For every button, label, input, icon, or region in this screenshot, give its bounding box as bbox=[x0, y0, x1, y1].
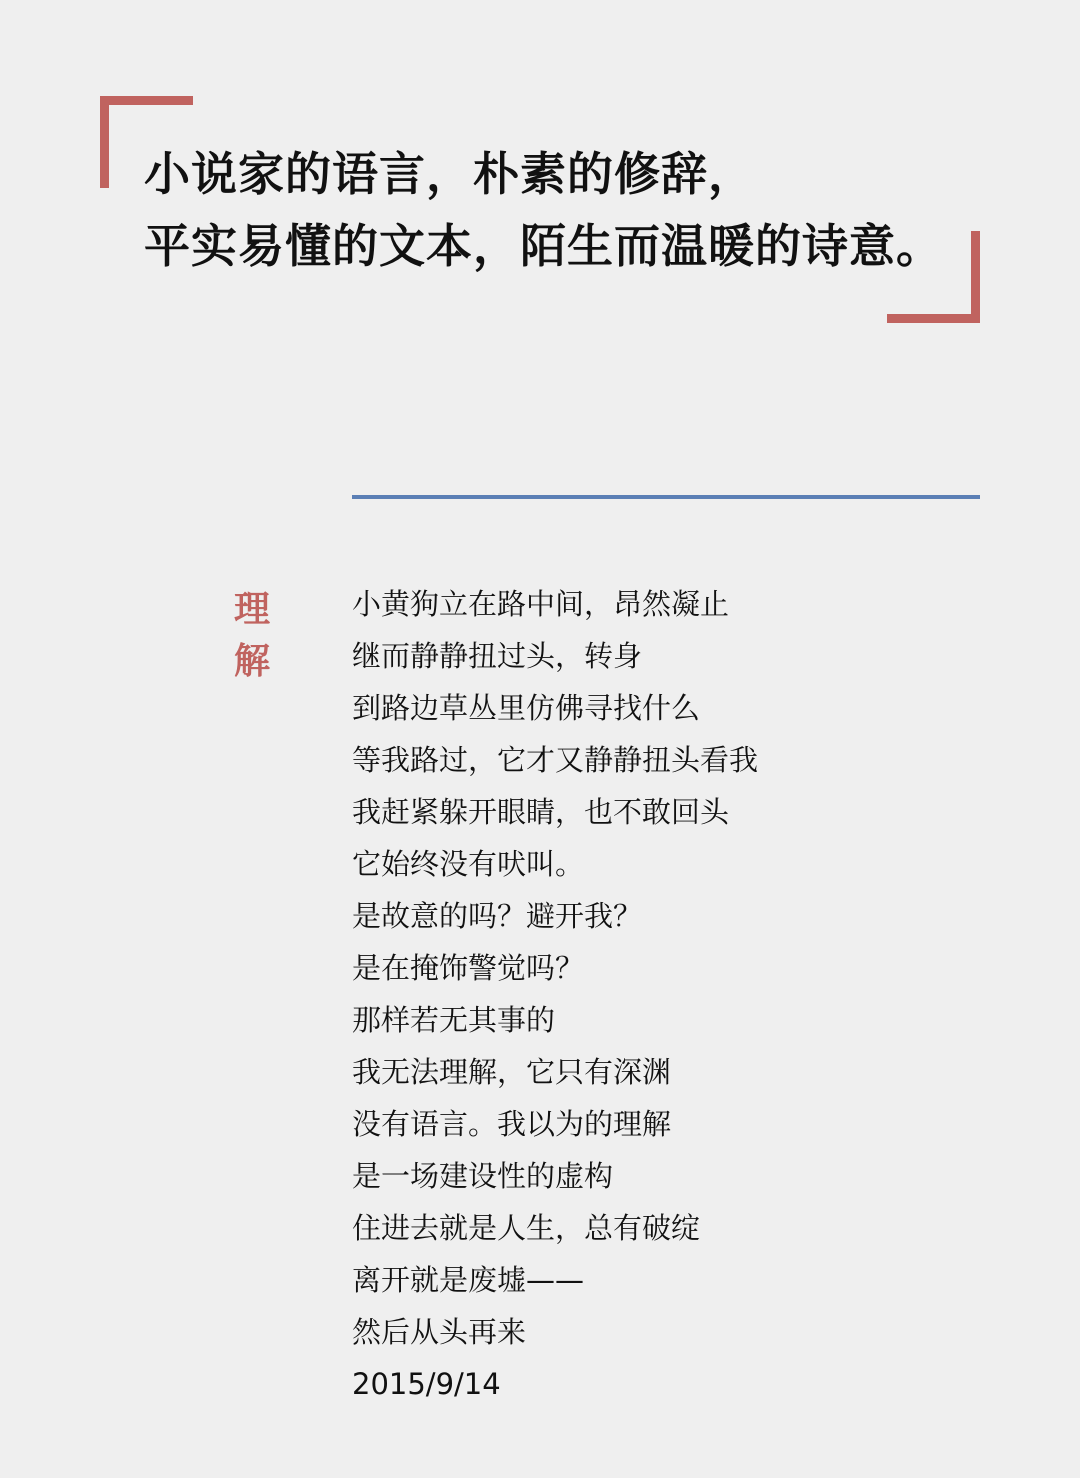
section-label bbox=[234, 584, 278, 688]
poem-line: 是在掩饰警觉吗？ bbox=[352, 951, 585, 985]
poem-line: 是一场建设性的虚构 bbox=[352, 1159, 614, 1193]
poem-line: 我无法理解，它只有深渊 bbox=[352, 1055, 672, 1089]
poem-line: 没有语言。我以为的理解 bbox=[352, 1107, 672, 1141]
poem-line: 等我路过，它才又静静扭头看我 bbox=[352, 743, 759, 777]
poem-line: 它始终没有吠叫。 bbox=[352, 847, 585, 881]
pull-quote-line-2: 平实易懂的文本，陌生而温暖的诗意。 bbox=[144, 219, 943, 273]
poem-date: 2015/9/14 bbox=[352, 1367, 501, 1401]
bracket-bottom-right-horizontal bbox=[887, 314, 980, 323]
bracket-bottom-right-vertical bbox=[971, 231, 980, 323]
poem-line: 离开就是废墟—— bbox=[352, 1263, 585, 1297]
poem-line: 小黄狗立在路中间，昂然凝止 bbox=[352, 587, 730, 621]
bracket-top-left-vertical bbox=[100, 96, 109, 188]
section-label-char-1: 理 bbox=[234, 589, 271, 630]
poem-line: 然后从头再来 bbox=[352, 1315, 527, 1349]
pull-quote bbox=[144, 138, 964, 282]
poem-line: 继而静静扭过头，转身 bbox=[352, 639, 643, 673]
pull-quote-line-1: 小说家的语言，朴素的修辞， bbox=[144, 147, 755, 201]
section-divider bbox=[352, 495, 980, 499]
poem-line: 到路边草丛里仿佛寻找什么 bbox=[352, 691, 701, 725]
poem-line: 那样若无其事的 bbox=[352, 1003, 556, 1037]
section-label-char-2: 解 bbox=[234, 641, 271, 682]
poem-line: 是故意的吗？避开我？ bbox=[352, 899, 643, 933]
bracket-top-left-horizontal bbox=[100, 96, 193, 105]
poem-line: 我赶紧躲开眼睛，也不敢回头 bbox=[352, 795, 730, 829]
poem-line: 住进去就是人生，总有破绽 bbox=[352, 1211, 701, 1245]
poem-body bbox=[352, 578, 972, 1410]
